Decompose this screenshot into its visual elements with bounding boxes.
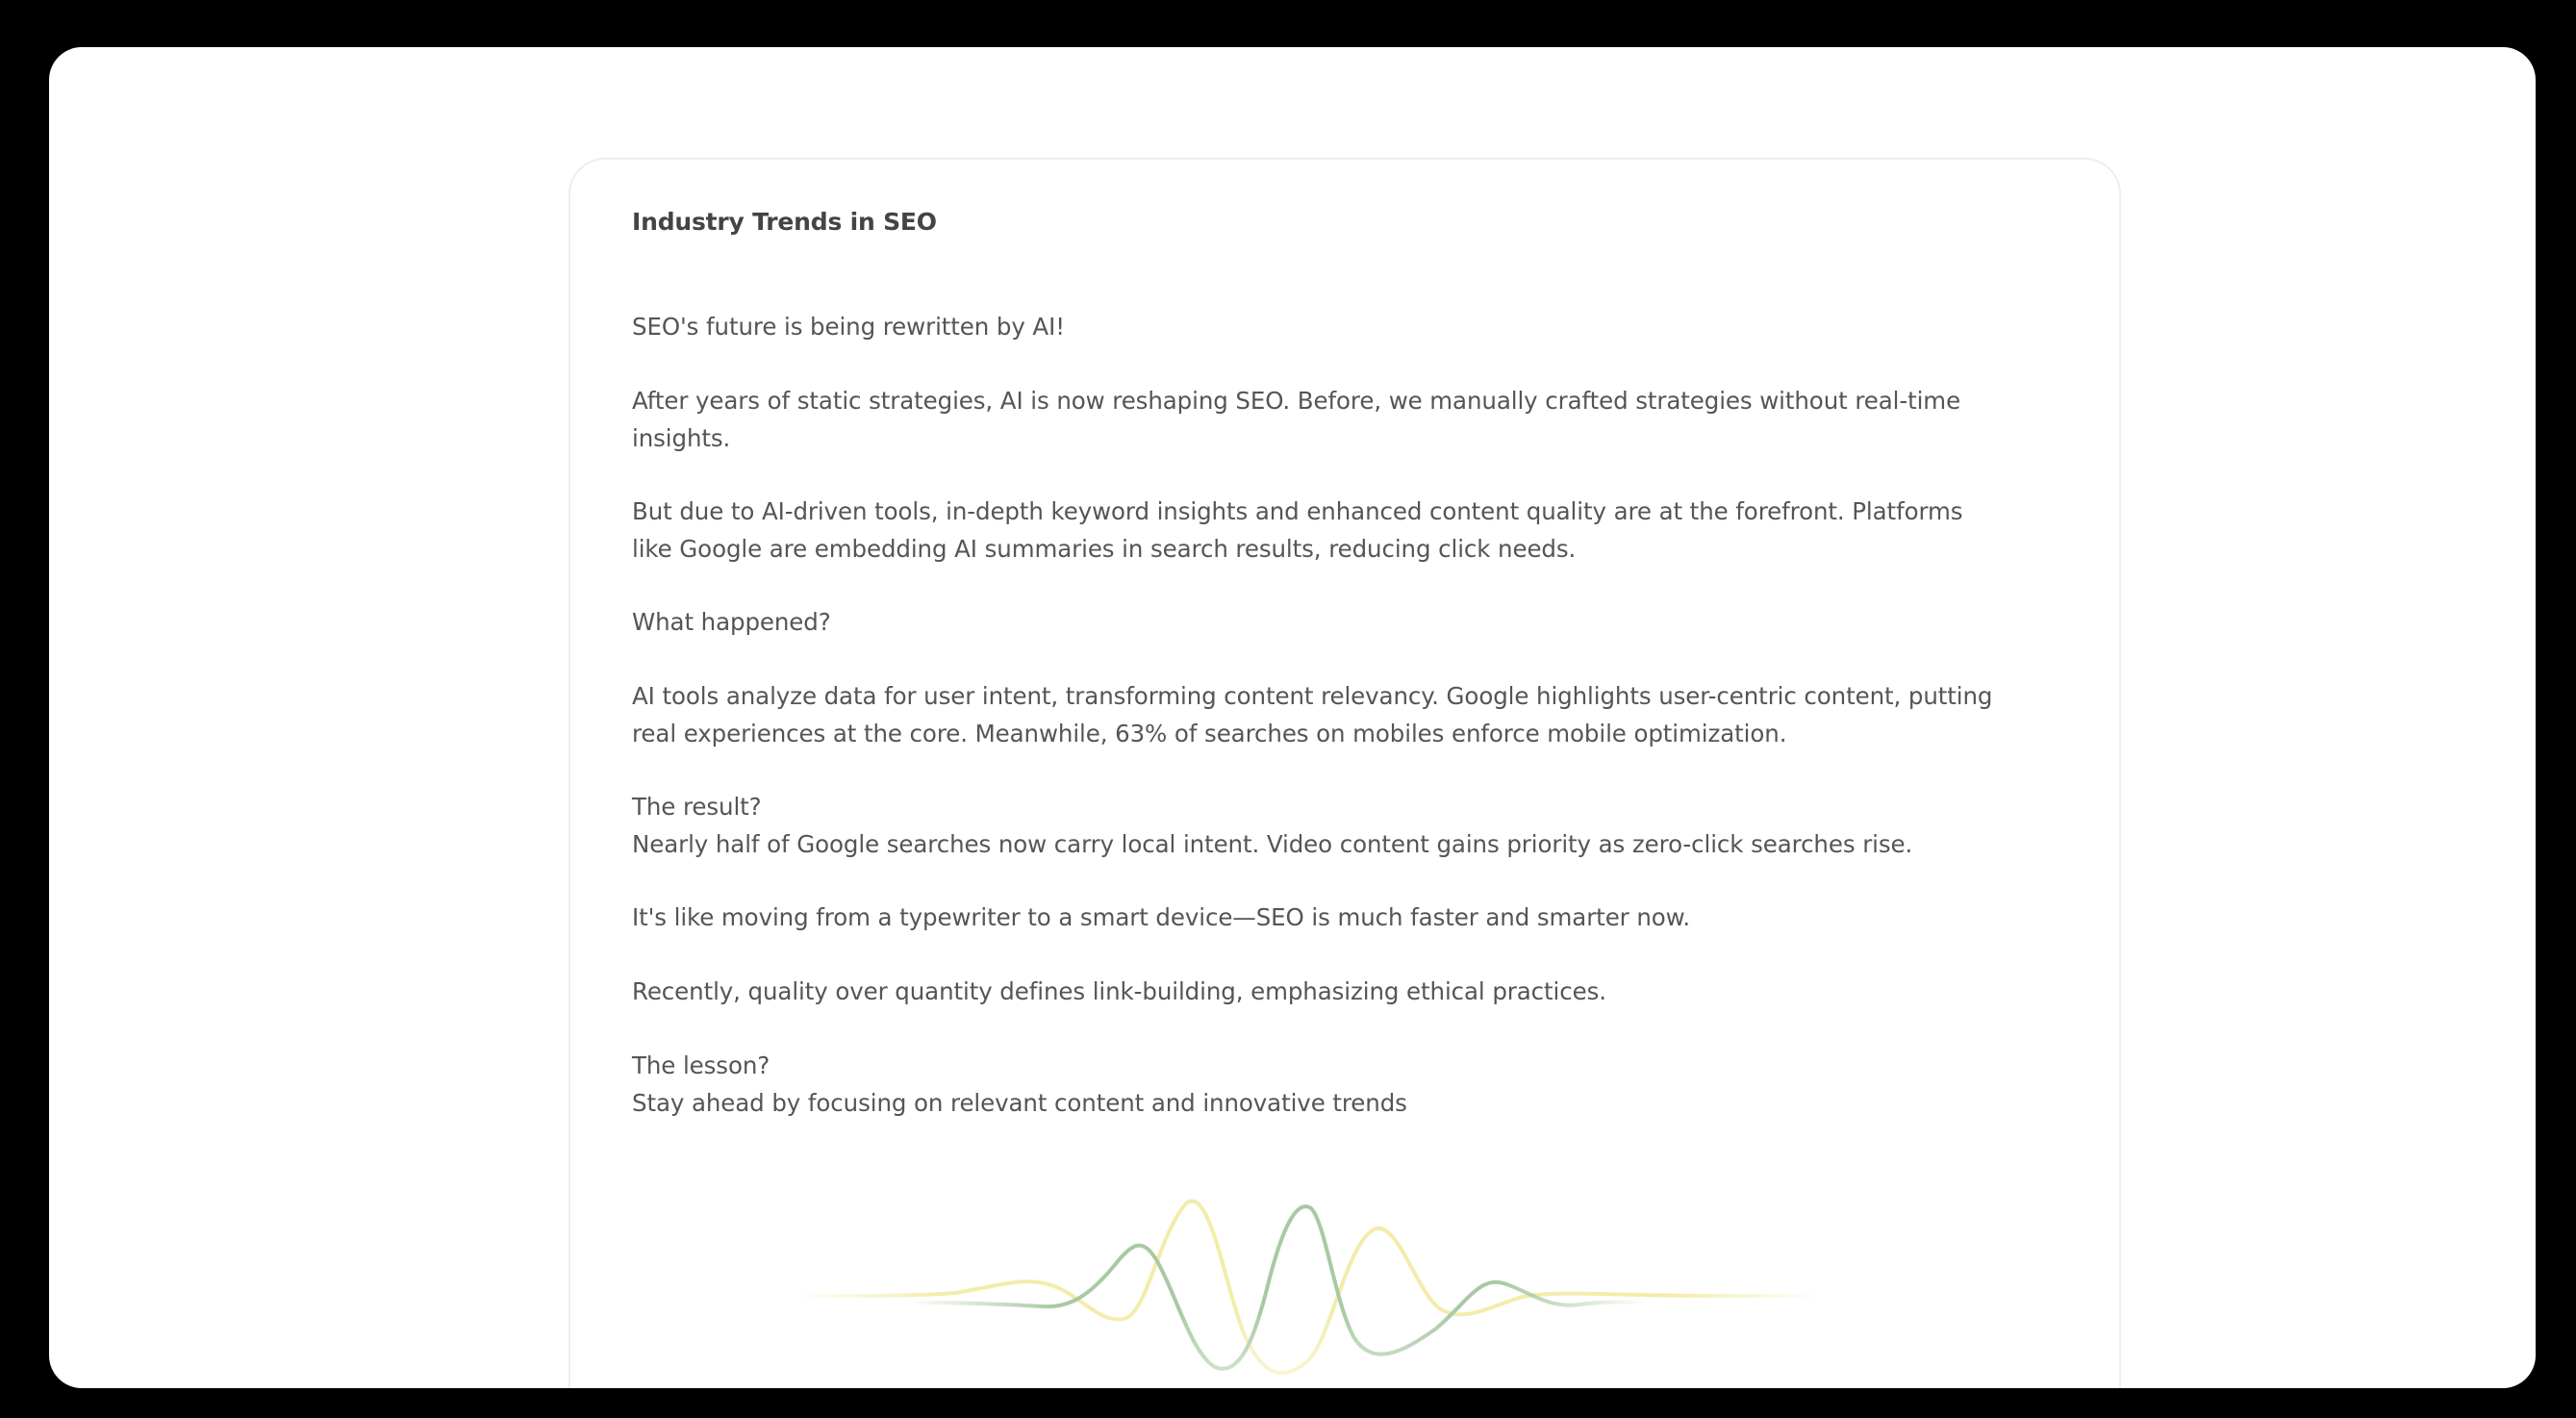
paragraph-line: What happened? xyxy=(632,608,831,636)
paragraph-line: Nearly half of Google searches now carry local intent. Video content gains priority as zero-click searches rise. xyxy=(632,829,1913,858)
paragraph-line: Stay ahead by focusing on relevant content and innovative trends xyxy=(632,1088,1407,1117)
paragraph-line: After years of static strategies, AI is now reshaping SEO. Before, we manually crafted strategies without real-time xyxy=(632,387,1961,415)
paragraph-line: insights. xyxy=(632,423,731,452)
post-card xyxy=(568,158,2121,1388)
paragraph xyxy=(632,494,1962,568)
app-window xyxy=(49,47,2536,1388)
paragraph xyxy=(632,789,1912,863)
paragraph xyxy=(632,604,831,642)
paragraph-line: real experiences at the core. Meanwhile, 63% of searches on mobiles enforce mobile optimization. xyxy=(632,719,1787,747)
paragraph-line: AI tools analyze data for user intent, transforming content relevancy. Google highlights user-centric content, putting xyxy=(632,682,1993,710)
paragraph xyxy=(632,1048,1407,1122)
paragraph-line: The lesson? xyxy=(632,1051,770,1079)
paragraph-line: SEO's future is being rewritten by AI! xyxy=(632,313,1065,341)
paragraph-line: like Google are embedding AI summaries in search results, reducing click needs. xyxy=(632,534,1577,563)
wave-yellow xyxy=(792,1201,1821,1373)
paragraph-line: Recently, quality over quantity defines link-building, emphasizing ethical practices. xyxy=(632,977,1606,1005)
paragraph-line: But due to AI-driven tools, in-depth keyword insights and enhanced content quality are at the forefront. Platforms xyxy=(632,497,1963,525)
paragraph xyxy=(632,383,1960,457)
paragraph-line: It's like moving from a typewriter to a smart device—SEO is much faster and smarter now. xyxy=(632,903,1691,931)
paragraph xyxy=(632,899,1690,937)
post-title: Industry Trends in SEO xyxy=(632,208,937,236)
audio-wave-icon xyxy=(763,1179,1821,1388)
paragraph-line: The result? xyxy=(632,793,762,821)
wave-green xyxy=(907,1206,1648,1369)
paragraph xyxy=(632,974,1606,1011)
paragraph xyxy=(632,678,1992,752)
paragraph xyxy=(632,309,1065,346)
